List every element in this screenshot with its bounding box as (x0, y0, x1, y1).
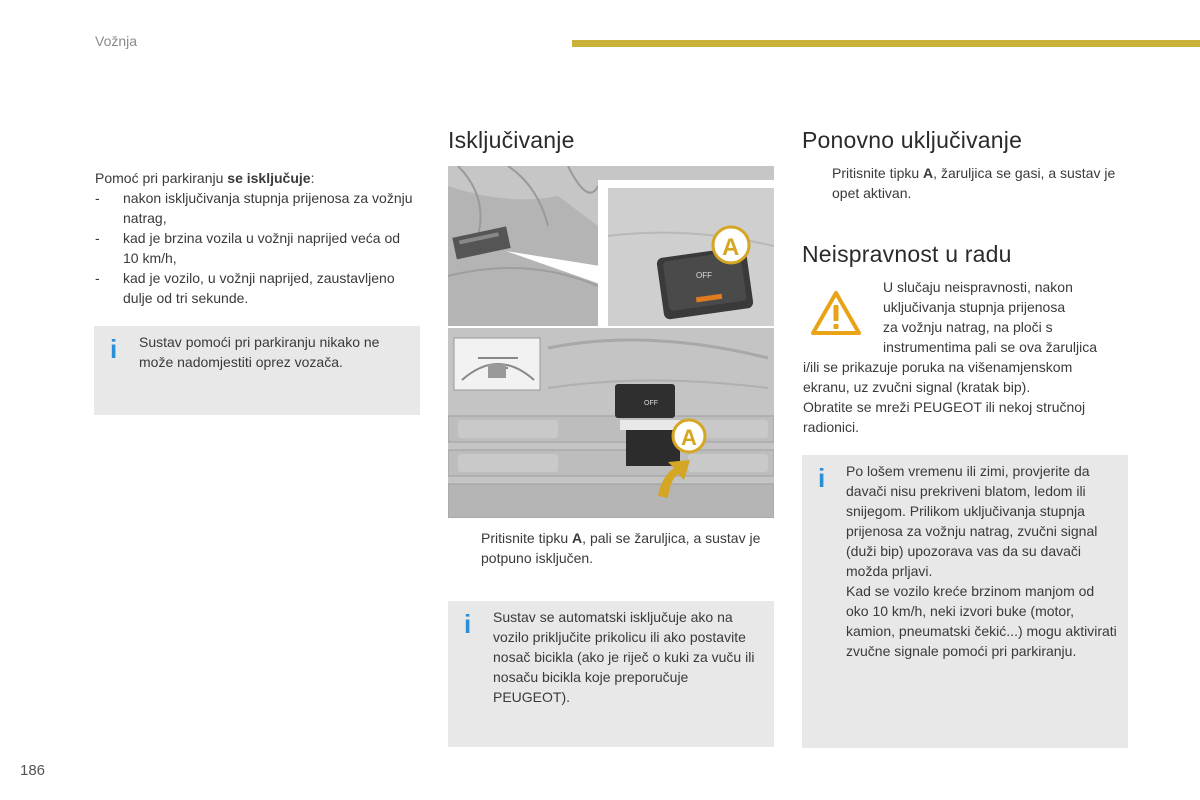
warning-triangle-icon (810, 290, 862, 336)
panel-switch-label: OFF (644, 400, 658, 407)
info-icon: i (110, 334, 118, 364)
right-info-text (846, 461, 1118, 661)
fault-text-full (803, 357, 1133, 437)
section-title-reenabling: Ponovno uključivanje (802, 127, 1023, 153)
left-intro (95, 168, 415, 188)
list-item (95, 268, 415, 308)
middle-info-text: Sustav se automatski isključuje ako na vozilo priključite prikolicu ili ako postavite nosač bicikla (ako je riječ o kuki za vuču ili nosaču bicikla koje preporučuje PEUGEOT). (493, 609, 755, 705)
action-text-pre: Pritisnite tipku (481, 530, 573, 546)
list-dash: - (95, 230, 100, 246)
intro-bold: se isključuje (227, 170, 311, 186)
info-icon: i (464, 609, 472, 639)
list-dash: - (95, 190, 100, 206)
action-key: A (923, 165, 934, 181)
fault-line: Obratite se mreži PEUGEOT ili nekoj stručnoj (803, 399, 1086, 415)
list-dash: - (95, 270, 100, 286)
switch-panel-illustration (448, 328, 774, 518)
header-accent-bar (572, 40, 1200, 47)
list-item (95, 228, 415, 268)
disable-action (453, 528, 773, 568)
middle-info-box (448, 601, 774, 747)
left-info-text: Sustav pomoći pri parkiranju nikako ne može nadomjestiti oprez vozača. (139, 334, 380, 370)
section-title-disabling: Isključivanje (448, 127, 575, 153)
reenable-action (804, 163, 1134, 203)
action-text-post: , žaruljica se gasi, a sustav je opet aktivan. (832, 165, 1116, 201)
info-icon: i (818, 463, 826, 493)
disable-conditions-list (95, 188, 415, 308)
list-item (95, 188, 415, 228)
page-number: 186 (20, 762, 46, 779)
right-info-paragraph-2: Kad se vozilo kreće brzinom manjom od oko 10 km/h, neki izvori buke (motor, kamion, pneumatski čekić...) mogu aktivirati zvučne signale pomoći pri parkiranju. (846, 583, 1117, 659)
left-info-box (94, 326, 420, 415)
action-text-pre: Pritisnite tipku (832, 165, 924, 181)
right-info-box (802, 455, 1128, 748)
list-item-text: kad je vozilo, u vožnji naprijed, zaustavljeno dulje od tri sekunde. (123, 270, 395, 306)
list-item-text: kad je brzina vozila u vožnji naprijed veća od 10 km/h, (123, 230, 401, 266)
fault-line: za vožnju natrag, na ploči s (883, 319, 1053, 335)
fault-line: U slučaju neispravnosti, nakon (883, 279, 1073, 295)
fault-text-indented (883, 277, 1133, 357)
intro-text: Pomoć pri parkiranju (95, 170, 228, 186)
action-text-post: , pali se žaruljica, a sustav je potpuno isključen. (481, 530, 761, 566)
callout-letter-a: A (722, 234, 740, 261)
switch-label: OFF (696, 271, 712, 280)
fault-line: ekranu, uz zvučni signal (kratak bip). (803, 379, 1031, 395)
fault-line: radionici. (803, 419, 860, 435)
section-title-malfunction: Neispravnost u radu (802, 241, 1012, 267)
dashboard-illustration (448, 166, 774, 326)
action-key: A (572, 530, 583, 546)
header-section-title: Vožnja (95, 33, 138, 49)
fault-line: uključivanja stupnja prijenosa (883, 299, 1066, 315)
intro-colon: : (310, 170, 315, 186)
fault-line: instrumentima pali se ova žaruljica (883, 339, 1097, 355)
panel-callout-letter-a: A (681, 425, 697, 450)
fault-line: i/ili se prikazuje poruka na višenamjenskom (803, 359, 1073, 375)
list-item-text: nakon isključivanja stupnja prijenosa za vožnju natrag, (123, 190, 413, 226)
right-info-paragraph-1: Po lošem vremenu ili zimi, provjerite da davači nisu prekriveni blatom, ledom ili snijegom. Prilikom uključivanja stupnja prijenosa za vožnju natrag, zvučni signal (duži bip) upozorava vas da su davači možda prljavi. (846, 463, 1098, 579)
